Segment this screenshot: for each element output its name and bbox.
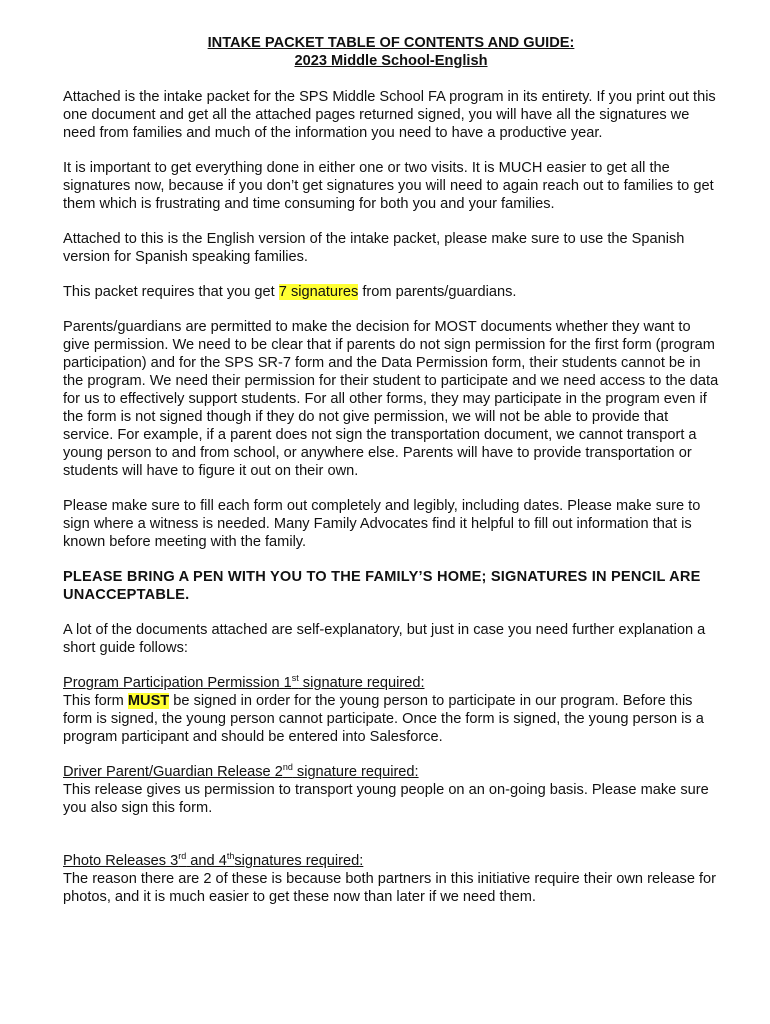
- section-body: This release gives us permission to transport young people on an on-going basis. Please make sure you also sign this form.: [63, 782, 709, 816]
- signature-count-paragraph: [63, 283, 719, 301]
- signature-count-text-before: This packet requires that you get: [63, 284, 279, 300]
- document-page: [63, 34, 719, 906]
- section-heading: [63, 674, 719, 692]
- visits-paragraph: It is important to get everything done in either one or two visits. It is MUCH easier to get all the signatures now, because if you don’t get signatures you will need to again reach out to families to get them which is frustrating and time consuming for both you and your families.: [63, 160, 714, 212]
- heading-superscript-2: th: [226, 851, 235, 861]
- heading-text-mid: and 4: [186, 853, 227, 869]
- signature-count-highlight: 7 signatures: [278, 284, 359, 300]
- heading-text: Driver Parent/Guardian Release 2: [63, 764, 283, 780]
- body-text-before: This form: [63, 693, 128, 709]
- heading-text-after: signature required:: [298, 675, 425, 691]
- section-body: [63, 692, 719, 746]
- heading-text-after: signature required:: [292, 764, 419, 780]
- section-photo-releases: [63, 852, 719, 906]
- section-heading: [63, 852, 719, 870]
- must-highlight: MUST: [127, 693, 170, 709]
- section-program-participation: [63, 674, 719, 746]
- section-body: The reason there are 2 of these is because both partners in this initiative require their own release for photos, and it is much easier to get these now than later if we need them.: [63, 871, 717, 905]
- body-text-after: be signed in order for the young person to participate in our program. Before this form is signed, the young person cannot participate. Once the form is signed, the young person is a program participant and should be entered into Salesforce.: [63, 693, 704, 745]
- heading-superscript: st: [291, 673, 299, 683]
- document-subtitle: 2023 Middle School-English: [294, 53, 488, 69]
- heading-text: Program Participation Permission 1: [63, 675, 292, 691]
- language-paragraph: Attached to this is the English version of the intake packet, please make sure to use the Spanish version for Spanish speaking families.: [63, 231, 685, 265]
- heading-superscript: rd: [178, 851, 187, 861]
- permission-paragraph: Parents/guardians are permitted to make the decision for MOST documents whether they want to give permission. We need to be clear that if parents do not sign permission for the first form (program participation) and for the SPS SR-7 form and the Data Permission form, their students cannot be in the program. We need their permission for their student to participate and we need access to the data for us to effectively support students. For all other forms, they may participate in the program even if the form is not signed though if they do not give permission, we will not be able to provide that service. For example, if a parent does not sign the transportation document, we cannot transport a young person to and from school, or anywhere else. Parents will have to provide transportation or students will have to figure it out on their own.: [63, 319, 719, 479]
- document-title: INTAKE PACKET TABLE OF CONTENTS AND GUIDE:: [207, 35, 575, 51]
- fill-forms-paragraph: Please make sure to fill each form out completely and legibly, including dates. Please make sure to sign where a witness is needed. Many Family Advocates find it helpful to fill out information that is known before meeting with the family.: [63, 498, 701, 550]
- section-driver-release: [63, 763, 719, 817]
- heading-superscript: nd: [282, 762, 293, 772]
- intro-paragraph: Attached is the intake packet for the SPS Middle School FA program in its entirety. If you print out this one document and get all the attached pages returned signed, you will have all the signatures we need from families and much of the information you need to have a productive year.: [63, 89, 716, 141]
- signature-count-text-after: from parents/guardians.: [358, 284, 517, 300]
- pen-warning: PLEASE BRING A PEN WITH YOU TO THE FAMILY’S HOME; SIGNATURES IN PENCIL ARE UNACCEPTABLE.: [63, 569, 701, 603]
- guide-intro-paragraph: A lot of the documents attached are self-explanatory, but just in case you need further explanation a short guide follows:: [63, 622, 706, 656]
- heading-text: Photo Releases 3: [63, 853, 179, 869]
- heading-text-after: signatures required:: [234, 853, 364, 869]
- section-heading: [63, 763, 719, 781]
